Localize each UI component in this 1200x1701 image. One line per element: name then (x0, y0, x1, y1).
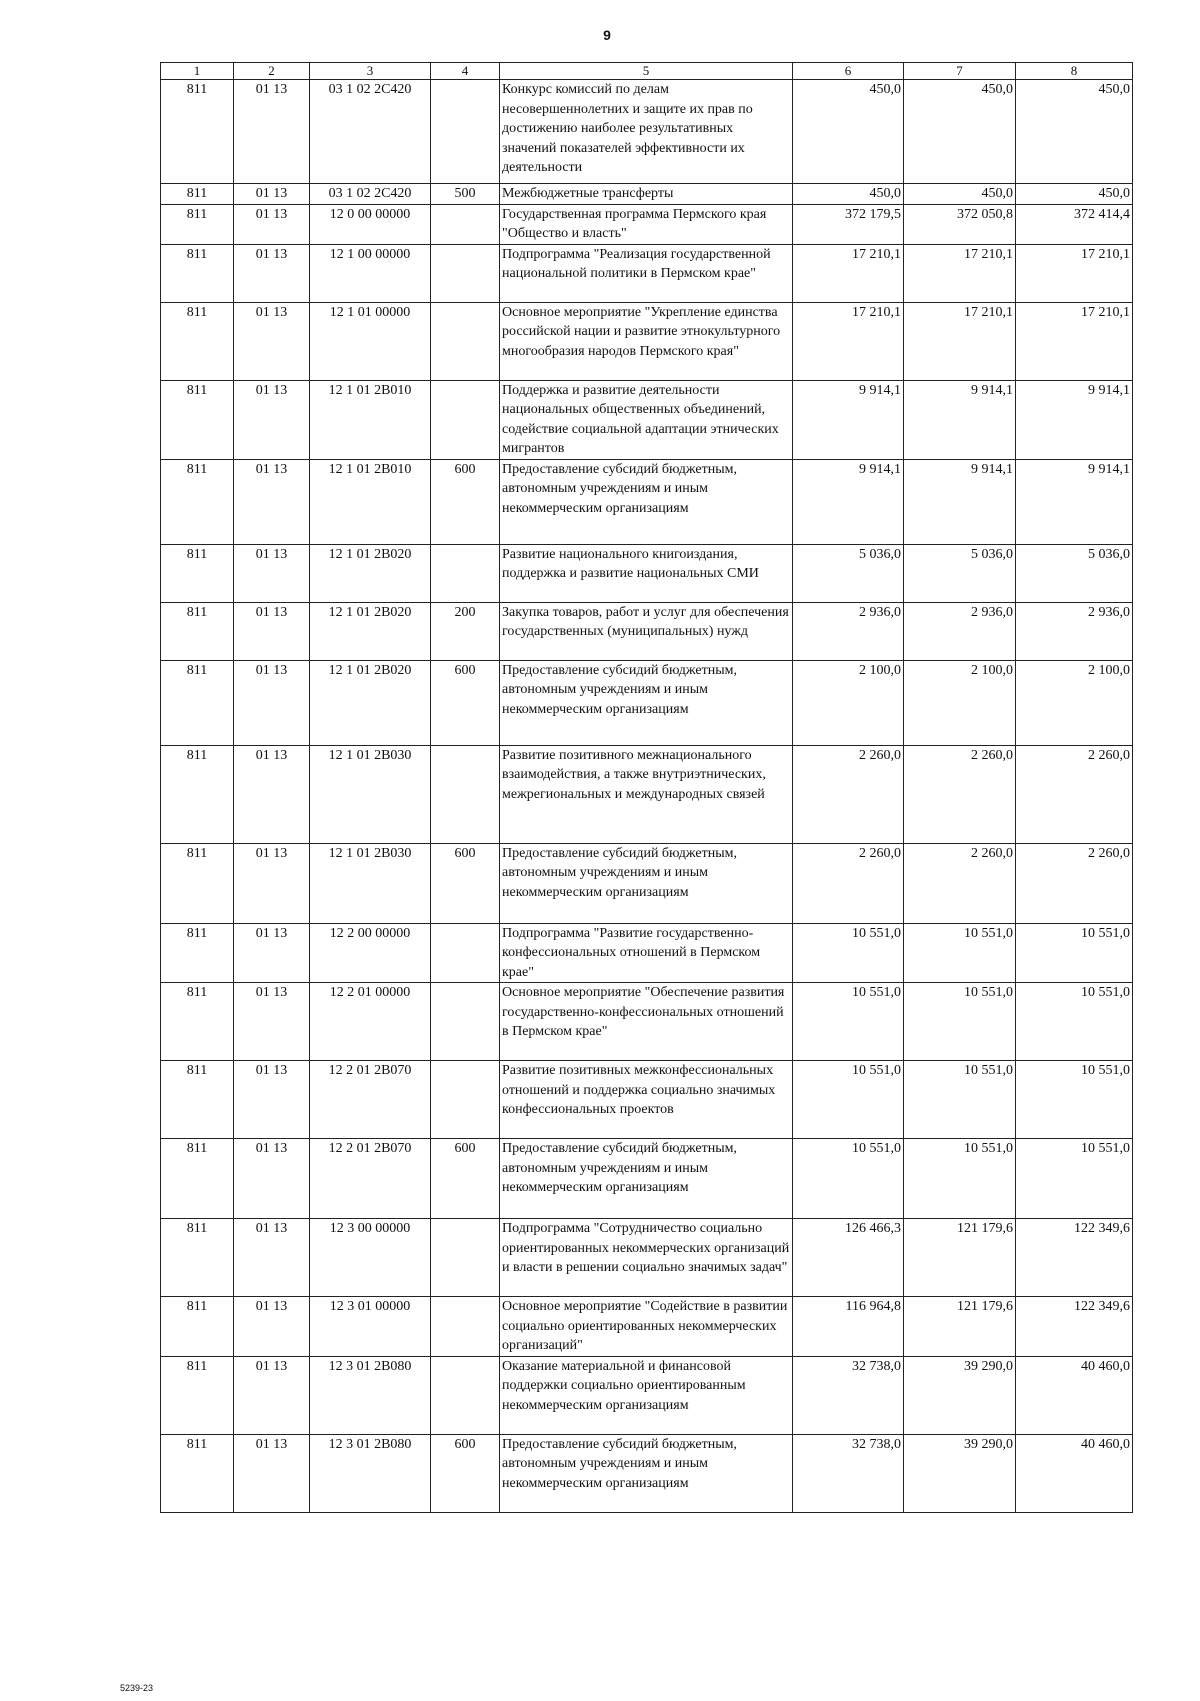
cell-amount-year-1: 10 551,0 (793, 983, 904, 1061)
cell-expense-type: 500 (431, 184, 500, 205)
cell-amount-year-3: 17 210,1 (1016, 244, 1133, 302)
header-cell-4: 4 (431, 63, 500, 80)
table-row (161, 184, 1133, 205)
cell-amount-year-3: 10 551,0 (1016, 1139, 1133, 1219)
cell-amount-year-2: 9 914,1 (904, 380, 1016, 459)
cell-amount-year-2: 10 551,0 (904, 923, 1016, 983)
cell-amount-year-3: 5 036,0 (1016, 544, 1133, 602)
header-cell-5: 5 (500, 63, 793, 80)
cell-section-code: 01 13 (234, 745, 310, 843)
cell-target-code: 12 2 01 2В070 (310, 1139, 431, 1219)
cell-section-code: 01 13 (234, 1219, 310, 1297)
cell-expense-type (431, 544, 500, 602)
cell-amount-year-3: 2 260,0 (1016, 745, 1133, 843)
cell-target-code: 12 1 01 2В030 (310, 745, 431, 843)
cell-section-code: 01 13 (234, 204, 310, 244)
cell-amount-year-3: 2 100,0 (1016, 660, 1133, 745)
cell-admin-code: 811 (161, 923, 234, 983)
cell-target-code: 12 1 01 2В030 (310, 843, 431, 923)
cell-target-code: 03 1 02 2С420 (310, 184, 431, 205)
cell-admin-code: 811 (161, 1297, 234, 1357)
cell-amount-year-1: 450,0 (793, 80, 904, 184)
cell-admin-code: 811 (161, 302, 234, 380)
table-row (161, 1297, 1133, 1357)
cell-expense-type: 600 (431, 1139, 500, 1219)
cell-expense-type (431, 745, 500, 843)
cell-admin-code: 811 (161, 602, 234, 660)
table-row (161, 602, 1133, 660)
cell-expense-type (431, 380, 500, 459)
cell-expense-type: 600 (431, 843, 500, 923)
header-cell-6: 6 (793, 63, 904, 80)
cell-expense-type (431, 244, 500, 302)
cell-section-code: 01 13 (234, 544, 310, 602)
cell-amount-year-1: 10 551,0 (793, 1139, 904, 1219)
cell-amount-year-2: 450,0 (904, 184, 1016, 205)
cell-amount-year-2: 9 914,1 (904, 459, 1016, 544)
cell-admin-code: 811 (161, 745, 234, 843)
cell-target-code: 12 2 01 00000 (310, 983, 431, 1061)
cell-section-code: 01 13 (234, 1356, 310, 1434)
table-row (161, 544, 1133, 602)
cell-amount-year-1: 116 964,8 (793, 1297, 904, 1357)
cell-admin-code: 811 (161, 1434, 234, 1512)
cell-amount-year-3: 450,0 (1016, 80, 1133, 184)
cell-target-code: 12 1 01 00000 (310, 302, 431, 380)
cell-description: Развитие национального книгоиздания, поддержка и развитие национальных СМИ (500, 544, 793, 602)
table-row (161, 459, 1133, 544)
cell-description: Предоставление субсидий бюджетным, автономным учреждениям и иным некоммерческим организациям (500, 660, 793, 745)
cell-description: Предоставление субсидий бюджетным, автономным учреждениям и иным некоммерческим организациям (500, 1434, 793, 1512)
cell-amount-year-3: 9 914,1 (1016, 459, 1133, 544)
cell-expense-type: 200 (431, 602, 500, 660)
cell-admin-code: 811 (161, 244, 234, 302)
page-number: 9 (603, 27, 611, 43)
cell-target-code: 12 2 00 00000 (310, 923, 431, 983)
cell-target-code: 12 1 01 2В020 (310, 544, 431, 602)
cell-amount-year-1: 450,0 (793, 184, 904, 205)
cell-admin-code: 811 (161, 184, 234, 205)
cell-amount-year-1: 126 466,3 (793, 1219, 904, 1297)
cell-amount-year-3: 10 551,0 (1016, 923, 1133, 983)
table-row (161, 80, 1133, 184)
table-row (161, 1356, 1133, 1434)
cell-description: Подпрограмма "Сотрудничество социально ориентированных некоммерческих организаций и власти в решении социально значимых задач" (500, 1219, 793, 1297)
cell-admin-code: 811 (161, 1219, 234, 1297)
cell-expense-type (431, 1356, 500, 1434)
cell-amount-year-3: 9 914,1 (1016, 380, 1133, 459)
cell-amount-year-2: 17 210,1 (904, 244, 1016, 302)
cell-expense-type (431, 1219, 500, 1297)
table-header-row (161, 63, 1133, 80)
cell-amount-year-3: 17 210,1 (1016, 302, 1133, 380)
cell-admin-code: 811 (161, 1139, 234, 1219)
table-row (161, 302, 1133, 380)
cell-amount-year-3: 40 460,0 (1016, 1356, 1133, 1434)
budget-table (160, 62, 1133, 1513)
header-cell-7: 7 (904, 63, 1016, 80)
cell-target-code: 12 1 00 00000 (310, 244, 431, 302)
cell-amount-year-2: 10 551,0 (904, 1139, 1016, 1219)
cell-amount-year-2: 39 290,0 (904, 1434, 1016, 1512)
table-body (161, 80, 1133, 1513)
cell-section-code: 01 13 (234, 602, 310, 660)
cell-amount-year-1: 9 914,1 (793, 380, 904, 459)
cell-section-code: 01 13 (234, 380, 310, 459)
cell-amount-year-1: 2 100,0 (793, 660, 904, 745)
cell-admin-code: 811 (161, 1061, 234, 1139)
cell-target-code: 12 2 01 2В070 (310, 1061, 431, 1139)
cell-section-code: 01 13 (234, 1434, 310, 1512)
cell-target-code: 12 3 01 00000 (310, 1297, 431, 1357)
table-row (161, 1219, 1133, 1297)
cell-amount-year-3: 40 460,0 (1016, 1434, 1133, 1512)
cell-target-code: 03 1 02 2С420 (310, 80, 431, 184)
cell-target-code: 12 1 01 2В020 (310, 660, 431, 745)
cell-section-code: 01 13 (234, 1139, 310, 1219)
cell-section-code: 01 13 (234, 923, 310, 983)
header-cell-3: 3 (310, 63, 431, 80)
cell-description: Государственная программа Пермского края "Общество и власть" (500, 204, 793, 244)
cell-admin-code: 811 (161, 983, 234, 1061)
cell-expense-type (431, 1061, 500, 1139)
cell-target-code: 12 3 01 2В080 (310, 1434, 431, 1512)
cell-amount-year-2: 2 936,0 (904, 602, 1016, 660)
cell-amount-year-3: 372 414,4 (1016, 204, 1133, 244)
cell-expense-type (431, 1297, 500, 1357)
cell-amount-year-1: 17 210,1 (793, 302, 904, 380)
cell-amount-year-2: 39 290,0 (904, 1356, 1016, 1434)
cell-admin-code: 811 (161, 204, 234, 244)
cell-amount-year-2: 2 100,0 (904, 660, 1016, 745)
cell-description: Оказание материальной и финансовой поддержки социально ориентированным некоммерческим организациям (500, 1356, 793, 1434)
cell-description: Конкурс комиссий по делам несовершеннолетних и защите их прав по достижению наиболее результативных значений показателей эффективности их деятельности (500, 80, 793, 184)
cell-amount-year-1: 32 738,0 (793, 1434, 904, 1512)
cell-section-code: 01 13 (234, 1061, 310, 1139)
cell-amount-year-2: 17 210,1 (904, 302, 1016, 380)
cell-amount-year-3: 450,0 (1016, 184, 1133, 205)
table-row (161, 923, 1133, 983)
cell-description: Закупка товаров, работ и услуг для обеспечения государственных (муниципальных) нужд (500, 602, 793, 660)
table-row (161, 244, 1133, 302)
cell-expense-type (431, 80, 500, 184)
cell-expense-type (431, 923, 500, 983)
cell-amount-year-1: 2 936,0 (793, 602, 904, 660)
cell-section-code: 01 13 (234, 302, 310, 380)
cell-amount-year-1: 9 914,1 (793, 459, 904, 544)
cell-amount-year-3: 10 551,0 (1016, 1061, 1133, 1139)
cell-description: Предоставление субсидий бюджетным, автономным учреждениям и иным некоммерческим организациям (500, 843, 793, 923)
cell-target-code: 12 0 00 00000 (310, 204, 431, 244)
cell-admin-code: 811 (161, 380, 234, 459)
header-cell-1: 1 (161, 63, 234, 80)
cell-amount-year-2: 121 179,6 (904, 1297, 1016, 1357)
table-row (161, 660, 1133, 745)
table-row (161, 983, 1133, 1061)
cell-section-code: 01 13 (234, 244, 310, 302)
cell-description: Межбюджетные трансферты (500, 184, 793, 205)
cell-amount-year-1: 5 036,0 (793, 544, 904, 602)
cell-amount-year-3: 122 349,6 (1016, 1219, 1133, 1297)
cell-amount-year-1: 2 260,0 (793, 843, 904, 923)
cell-amount-year-2: 450,0 (904, 80, 1016, 184)
cell-section-code: 01 13 (234, 660, 310, 745)
header-cell-8: 8 (1016, 63, 1133, 80)
cell-description: Предоставление субсидий бюджетным, автономным учреждениям и иным некоммерческим организациям (500, 459, 793, 544)
cell-target-code: 12 1 01 2В010 (310, 459, 431, 544)
cell-target-code: 12 1 01 2В020 (310, 602, 431, 660)
cell-section-code: 01 13 (234, 1297, 310, 1357)
cell-section-code: 01 13 (234, 843, 310, 923)
cell-expense-type (431, 204, 500, 244)
table-row (161, 745, 1133, 843)
cell-target-code: 12 3 00 00000 (310, 1219, 431, 1297)
cell-expense-type: 600 (431, 1434, 500, 1512)
table-row (161, 1434, 1133, 1512)
cell-amount-year-2: 2 260,0 (904, 745, 1016, 843)
cell-description: Основное мероприятие "Обеспечение развития государственно-конфессиональных отношений в Пермском крае" (500, 983, 793, 1061)
table-row (161, 204, 1133, 244)
cell-description: Основное мероприятие "Содействие в развитии социально ориентированных некоммерческих организаций" (500, 1297, 793, 1357)
cell-amount-year-3: 10 551,0 (1016, 983, 1133, 1061)
cell-description: Подпрограмма "Реализация государственной национальной политики в Пермском крае" (500, 244, 793, 302)
cell-amount-year-1: 10 551,0 (793, 1061, 904, 1139)
cell-admin-code: 811 (161, 80, 234, 184)
cell-amount-year-1: 372 179,5 (793, 204, 904, 244)
header-cell-2: 2 (234, 63, 310, 80)
cell-section-code: 01 13 (234, 983, 310, 1061)
cell-amount-year-2: 10 551,0 (904, 1061, 1016, 1139)
cell-expense-type (431, 302, 500, 380)
cell-amount-year-2: 5 036,0 (904, 544, 1016, 602)
cell-expense-type: 600 (431, 459, 500, 544)
cell-expense-type: 600 (431, 660, 500, 745)
cell-amount-year-2: 372 050,8 (904, 204, 1016, 244)
table-row (161, 843, 1133, 923)
footer-code: 5239-23 (120, 1683, 154, 1693)
cell-amount-year-2: 121 179,6 (904, 1219, 1016, 1297)
cell-target-code: 12 1 01 2В010 (310, 380, 431, 459)
cell-description: Развитие позитивного межнационального взаимодействия, а также внутриэтнических, межрегиональных и международных связей (500, 745, 793, 843)
cell-amount-year-1: 2 260,0 (793, 745, 904, 843)
cell-description: Предоставление субсидий бюджетным, автономным учреждениям и иным некоммерческим организациям (500, 1139, 793, 1219)
cell-admin-code: 811 (161, 660, 234, 745)
cell-amount-year-2: 2 260,0 (904, 843, 1016, 923)
cell-amount-year-3: 2 936,0 (1016, 602, 1133, 660)
cell-admin-code: 811 (161, 1356, 234, 1434)
cell-expense-type (431, 983, 500, 1061)
cell-admin-code: 811 (161, 459, 234, 544)
table-row (161, 1139, 1133, 1219)
cell-amount-year-1: 10 551,0 (793, 923, 904, 983)
table-row (161, 380, 1133, 459)
cell-amount-year-3: 2 260,0 (1016, 843, 1133, 923)
cell-amount-year-1: 17 210,1 (793, 244, 904, 302)
cell-section-code: 01 13 (234, 459, 310, 544)
cell-section-code: 01 13 (234, 184, 310, 205)
cell-description: Подпрограмма "Развитие государственно-конфессиональных отношений в Пермском крае" (500, 923, 793, 983)
cell-description: Развитие позитивных межконфессиональных отношений и поддержка социально значимых конфессиональных проектов (500, 1061, 793, 1139)
cell-amount-year-1: 32 738,0 (793, 1356, 904, 1434)
cell-admin-code: 811 (161, 843, 234, 923)
cell-section-code: 01 13 (234, 80, 310, 184)
table-row (161, 1061, 1133, 1139)
cell-amount-year-3: 122 349,6 (1016, 1297, 1133, 1357)
cell-description: Поддержка и развитие деятельности национальных общественных объединений, содействие социальной адаптации этнических мигрантов (500, 380, 793, 459)
cell-description: Основное мероприятие "Укрепление единства российской нации и развитие этнокультурного многообразия народов Пермского края" (500, 302, 793, 380)
cell-admin-code: 811 (161, 544, 234, 602)
cell-amount-year-2: 10 551,0 (904, 983, 1016, 1061)
cell-target-code: 12 3 01 2В080 (310, 1356, 431, 1434)
